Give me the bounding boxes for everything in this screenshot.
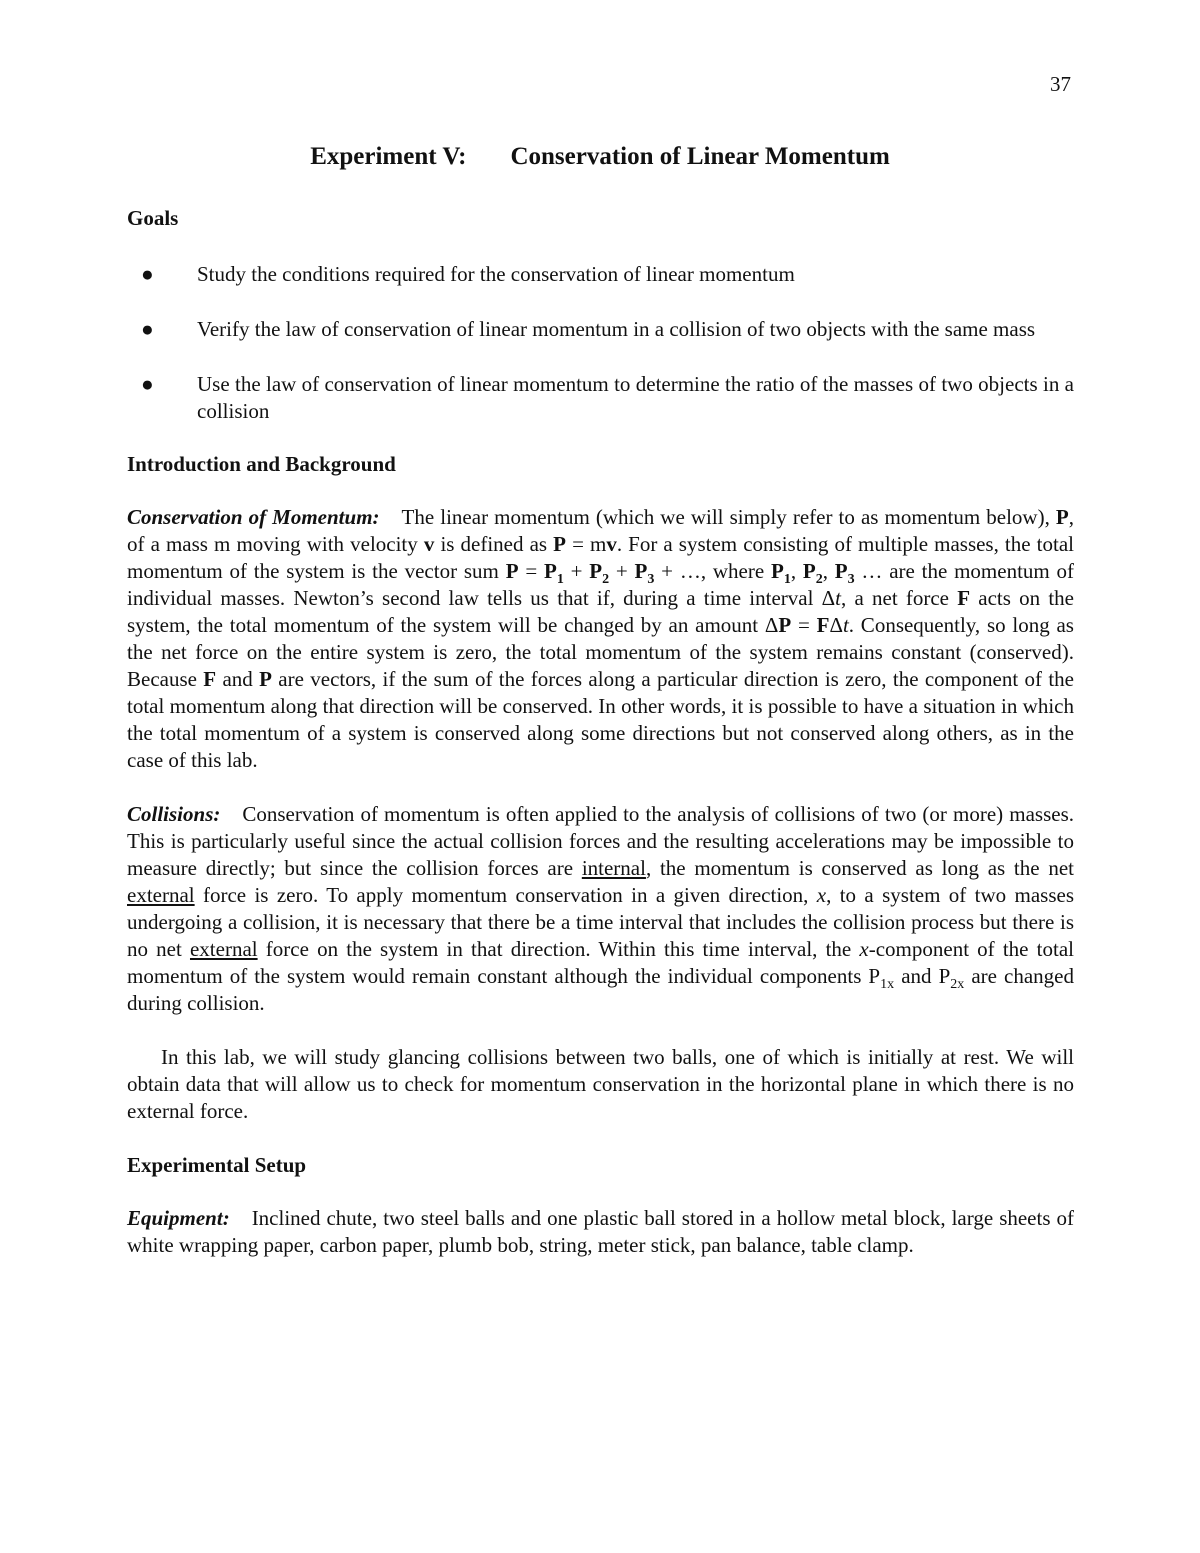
goal-item: ● Study the conditions required for the conservation of linear momentum bbox=[141, 262, 795, 286]
bullet-icon: ● bbox=[141, 372, 154, 396]
goals-list bbox=[127, 261, 1074, 425]
title-experiment-number: Experiment V: bbox=[310, 143, 467, 170]
equipment-paragraph bbox=[127, 1205, 1074, 1259]
conservation-paragraph: Conservation of Momentum: The linear momentum (which we will simply refer to as momentum below), P, of a mass m moving with velocity v is defined as P = mv. For a system consisting of multiple masses, the total momentum of the system is the vector sum $P = P_1 + P_2 + P_3$ + …, where $P_1$, $P_2$, $P_3$ … are the momentum of individual masses. Newton’s second law tells us that if, during a time interval Δt, a net force F acts on the system, the total momentum of the system will be changed by an amount ΔP = FΔt. Consequently, so long as the net force on the entire system is zero, the total momentum of the system remains constant (conserved). Because F and P are vectors, if the sum of the forces along a particular direction is zero, the component of the total momentum along that direction will be conserved. In other words, it is possible to have a situation in which the total momentum of a system is conserved along some directions but not conserved along others, as in the case of this lab. bbox=[127, 505, 1075, 772]
bullet-icon: ● bbox=[141, 262, 154, 286]
lab-paragraph: In this lab, we will study glancing collisions between two balls, one of which is initially at rest. We will obtain data that will allow us to check for momentum conservation in the horizontal plane in which there is no external force. bbox=[127, 1045, 1074, 1123]
goal-item: ● Use the law of conservation of linear momentum to determine the ratio of the masses of two objects in a collision bbox=[141, 372, 1074, 423]
title-experiment-name: Conservation of Linear Momentum bbox=[510, 143, 890, 170]
equipment-text: Inclined chute, two steel balls and one plastic ball stored in a hollow metal block, large sheets of white wrapping paper, carbon paper, plumb bob, string, meter stick, pan balance, table clamp. bbox=[127, 1206, 1074, 1257]
setup-heading: Experimental Setup bbox=[127, 1153, 307, 1177]
collisions-paragraph: Collisions: Conservation of momentum is often applied to the analysis of collisions of two (or more) masses. This is particularly useful since the actual collision forces and the resulting accelerations may be impossible to measure directly; but since the collision forces are internal, the momentum is conserved as long as the net external force is zero. To apply momentum conservation in a given direction, x, to a system of two masses undergoing a collision, it is necessary that there be a time interval that includes the collision process but there is no net external force on the system in that direction. Within this time interval, the x-component of the total momentum of the system would remain constant although the individual components $P_{1x}$ and $P_{2x}$ are changed during collision. bbox=[127, 802, 1075, 1015]
collisions-label: Collisions: bbox=[127, 802, 221, 826]
document-body bbox=[127, 205, 1074, 1259]
intro-heading: Introduction and Background bbox=[127, 452, 396, 476]
goal-item: ● Verify the law of conservation of linear momentum in a collision of two objects with the same mass bbox=[141, 317, 1036, 341]
page-title bbox=[0, 143, 1200, 171]
bullet-icon: ● bbox=[141, 317, 154, 341]
goals-heading: Goals bbox=[127, 206, 179, 230]
equipment-label: Equipment: bbox=[127, 1206, 230, 1230]
page-number: 37 bbox=[1050, 72, 1071, 96]
conservation-label: Conservation of Momentum: bbox=[127, 505, 380, 529]
